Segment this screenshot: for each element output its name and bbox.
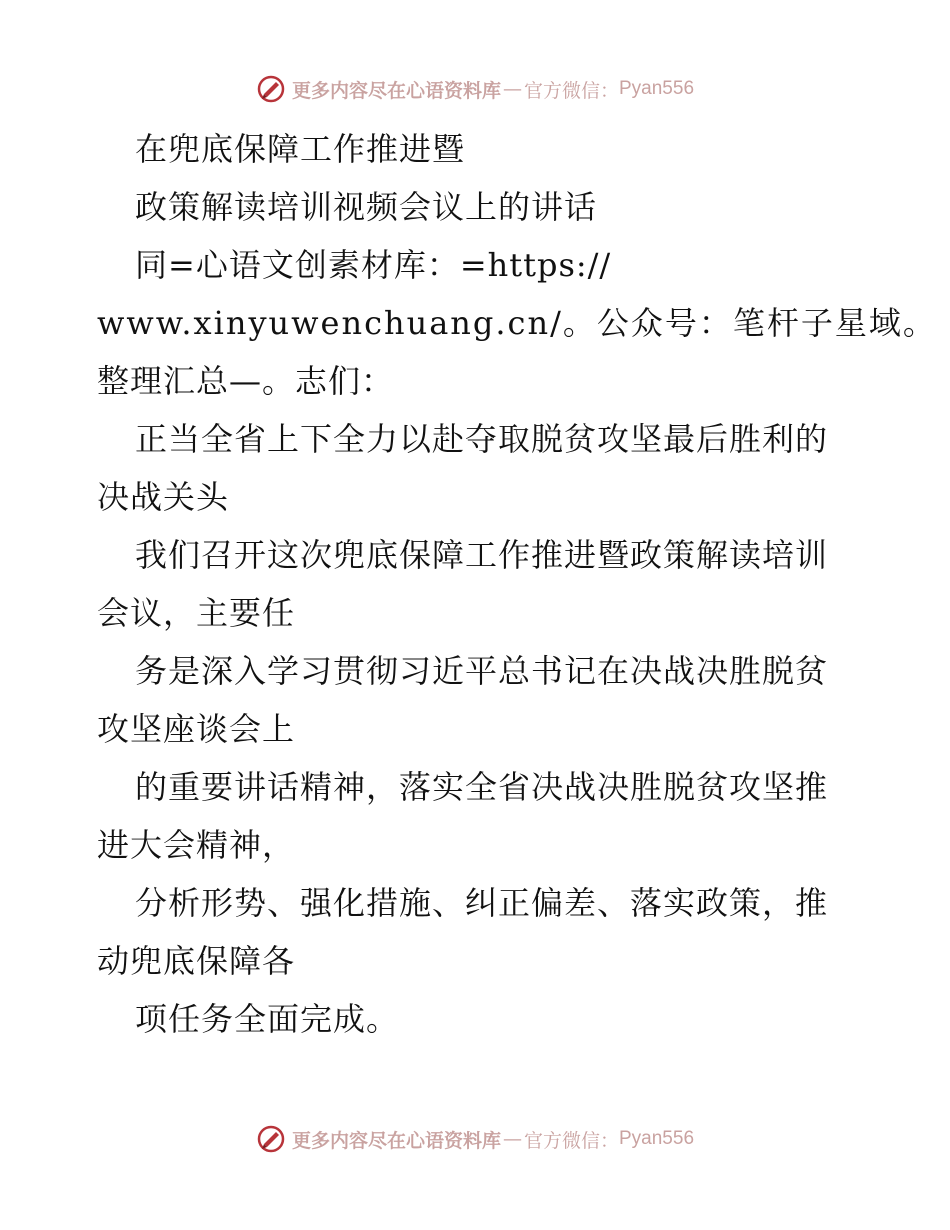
text-line: 进大会精神， xyxy=(97,826,296,864)
text-line: 动兜底保障各 xyxy=(97,942,296,980)
text-line: 在兜底保障工作推进暨 xyxy=(135,130,466,168)
header-banner xyxy=(0,72,950,106)
document-body xyxy=(97,120,937,1048)
text-line: 分析形势、强化措施、纠正偏差、落实政策，推 xyxy=(135,884,829,922)
footer-banner xyxy=(0,1122,950,1156)
banner-wechat-id: Pyan556 xyxy=(619,78,695,99)
banner-title: 更多内容尽在心语资料库 xyxy=(291,1129,501,1152)
pen-logo-icon xyxy=(256,1124,286,1154)
banner-wechat-label: 官方微信： xyxy=(523,79,619,102)
banner-dash: — xyxy=(502,1128,522,1150)
text-line: 会议，主要任 xyxy=(97,594,296,632)
text-line: 整理汇总—。志们： xyxy=(97,362,395,400)
banner-dash: — xyxy=(502,78,522,100)
text-line: www.xinyuwenchuang.cn/。公众号：笔杆子星域。 xyxy=(97,304,937,342)
text-line: 项任务全面完成。 xyxy=(135,1000,400,1038)
text-line: 正当全省上下全力以赴夺取脱贫攻坚最后胜利的 xyxy=(135,420,829,458)
text-line: 政策解读培训视频会议上的讲话 xyxy=(135,188,598,226)
text-line: 的重要讲话精神，落实全省决战决胜脱贫攻坚推 xyxy=(135,768,829,806)
text-line: 我们召开这次兜底保障工作推进暨政策解读培训 xyxy=(135,536,829,574)
pen-logo-icon xyxy=(256,74,286,104)
banner-wechat-id: Pyan556 xyxy=(619,1128,695,1149)
text-line: 务是深入学习贯彻习近平总书记在决战决胜脱贫 xyxy=(135,652,829,690)
text-line: 同=心语文创素材库：=https:// xyxy=(135,246,612,284)
text-line: 决战关头 xyxy=(97,478,230,516)
banner-title: 更多内容尽在心语资料库 xyxy=(291,79,501,102)
banner-wechat-label: 官方微信： xyxy=(523,1129,619,1152)
text-line: 攻坚座谈会上 xyxy=(97,710,296,748)
